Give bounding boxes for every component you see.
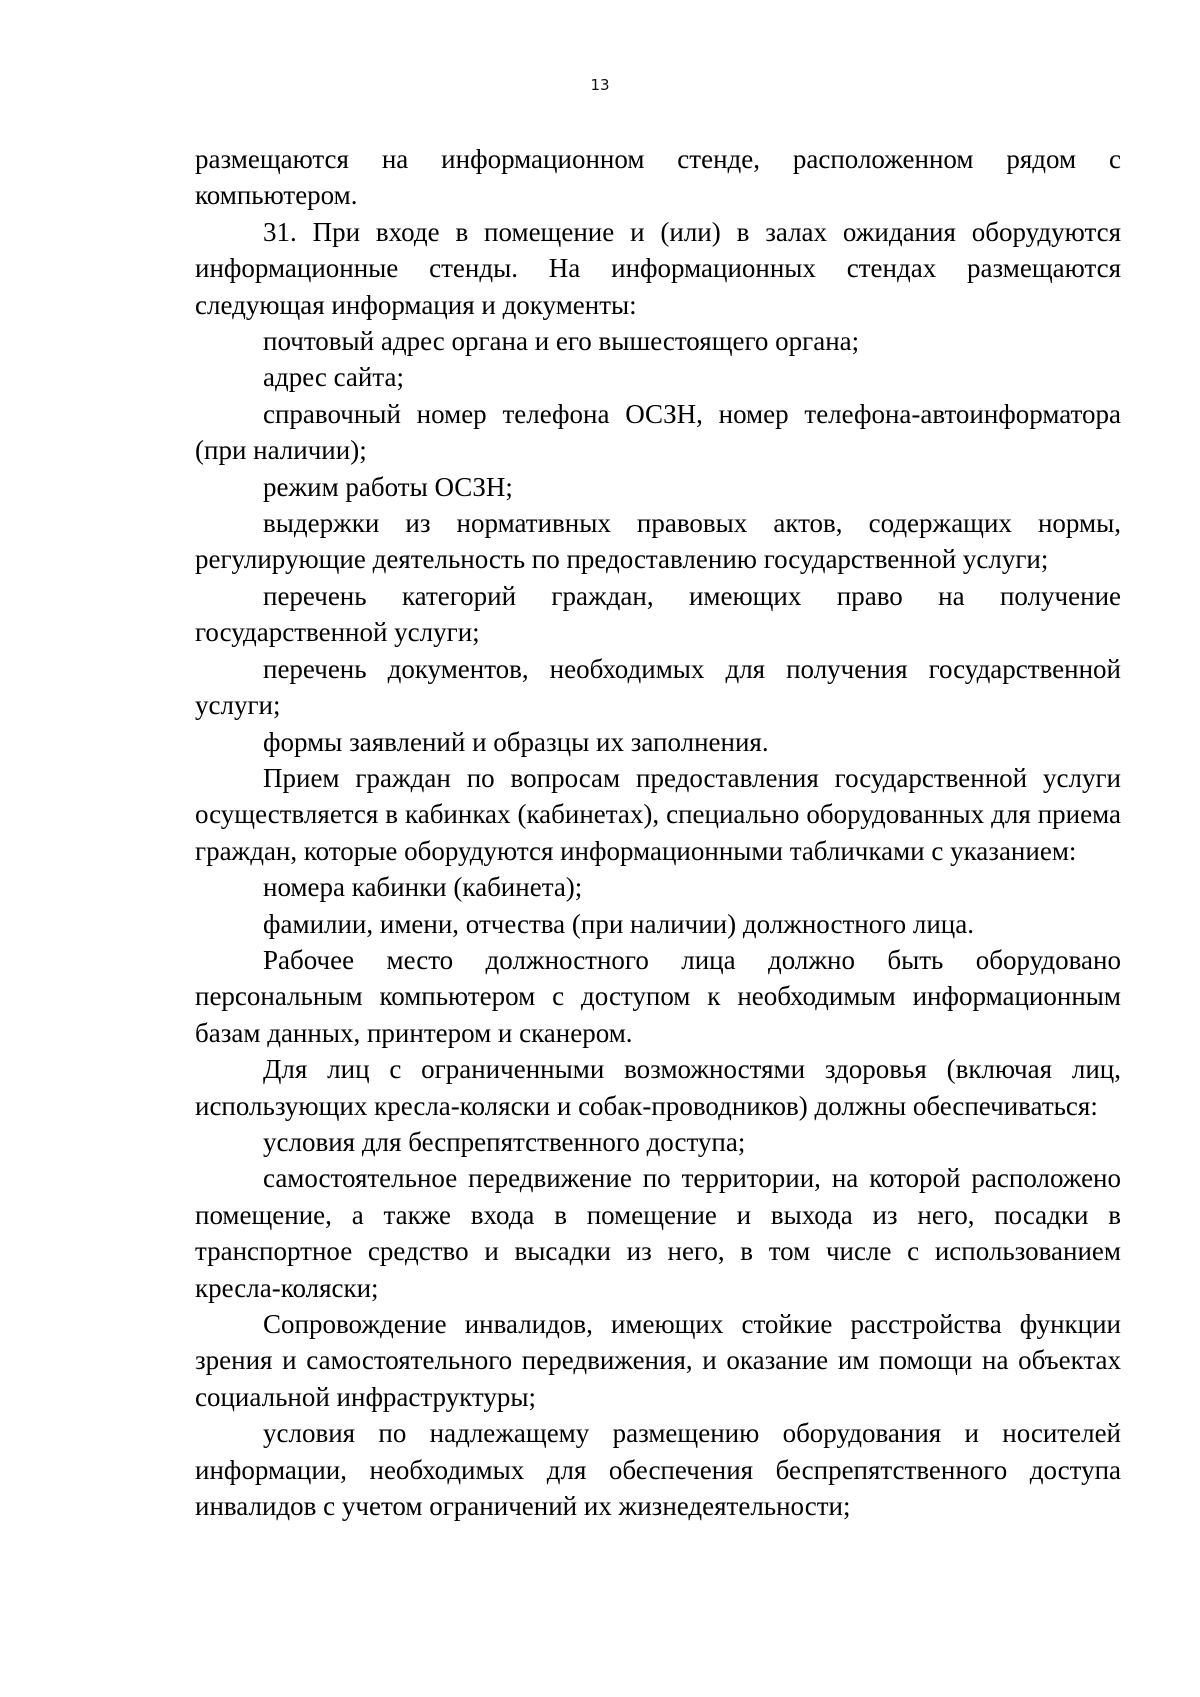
list-item-required-documents: перечень документов, необходимых для получения государственной услуги; xyxy=(195,653,1121,721)
list-item-official-name: фамилии, имени, отчества (при наличии) должностного лица. xyxy=(263,908,974,939)
list-item-cabin-number: номера кабинки (кабинета); xyxy=(263,872,583,903)
page-number: 13 xyxy=(590,76,610,94)
list-item-citizen-categories: перечень категорий граждан, имеющих право на получение государственной услуги; xyxy=(195,580,1121,648)
list-item-application-forms: формы заявлений и образцы их заполнения. xyxy=(263,726,769,757)
list-item-phone-numbers: справочный номер телефона ОСЗН, номер телефона-автоинформатора (при наличии); xyxy=(195,398,1121,466)
paragraph-continuation: размещаются на информационном стенде, расположенном рядом с компьютером. xyxy=(195,144,1121,211)
list-item-independent-movement: самостоятельное передвижение по территории, на которой расположено помещение, а также входа в помещение и выхода из него, посадки в транспортное средство и высадки из него, в том числе с использованием кресла-коляски; xyxy=(195,1163,1121,1303)
list-item-barrier-free-access: условия для беспрепятственного доступа; xyxy=(263,1126,746,1157)
list-item-working-hours: режим работы ОСЗН; xyxy=(263,471,513,502)
list-item-escort: Сопровождение инвалидов, имеющих стойкие расстройства функции зрения и самостоятельного передвижения, и оказание им помощи на объектах социальной инфраструктуры; xyxy=(195,1309,1121,1412)
paragraph-31: 31. При входе в помещение и (или) в залах ожидания оборудуются информационные стенды. На информационных стендах размещаются следующая информация и документы: xyxy=(195,216,1121,320)
paragraph-reception: Прием граждан по вопросам предоставления государственной услуги осуществляется в кабинках (кабинетах), специально оборудованных для приема граждан, которые оборудуются информационными табличками с указанием: xyxy=(195,762,1121,866)
paragraph-disabilities: Для лиц с ограниченными возможностями здоровья (включая лиц, использующих кресла-коляски и собак-проводников) должны обеспечиваться: xyxy=(195,1054,1121,1121)
list-item-site-address: адрес сайта; xyxy=(263,362,404,393)
document-body xyxy=(195,141,1121,1524)
list-item-equipment-placement: условия по надлежащему размещению оборудования и носителей информации, необходимых для обеспечения беспрепятственного доступа инвалидов с учетом ограничений их жизнедеятельности; xyxy=(195,1418,1121,1522)
list-item-legal-extracts: выдержки из нормативных правовых актов, содержащих нормы, регулирующие деятельность по предоставлению государственной услуги; xyxy=(195,508,1121,575)
paragraph-workplace: Рабочее место должностного лица должно быть оборудовано персональным компьютером с доступом к необходимым информационным базам данных, принтером и сканером. xyxy=(195,944,1121,1048)
list-item-postal-address: почтовый адрес органа и его вышестоящего органа; xyxy=(263,326,860,357)
